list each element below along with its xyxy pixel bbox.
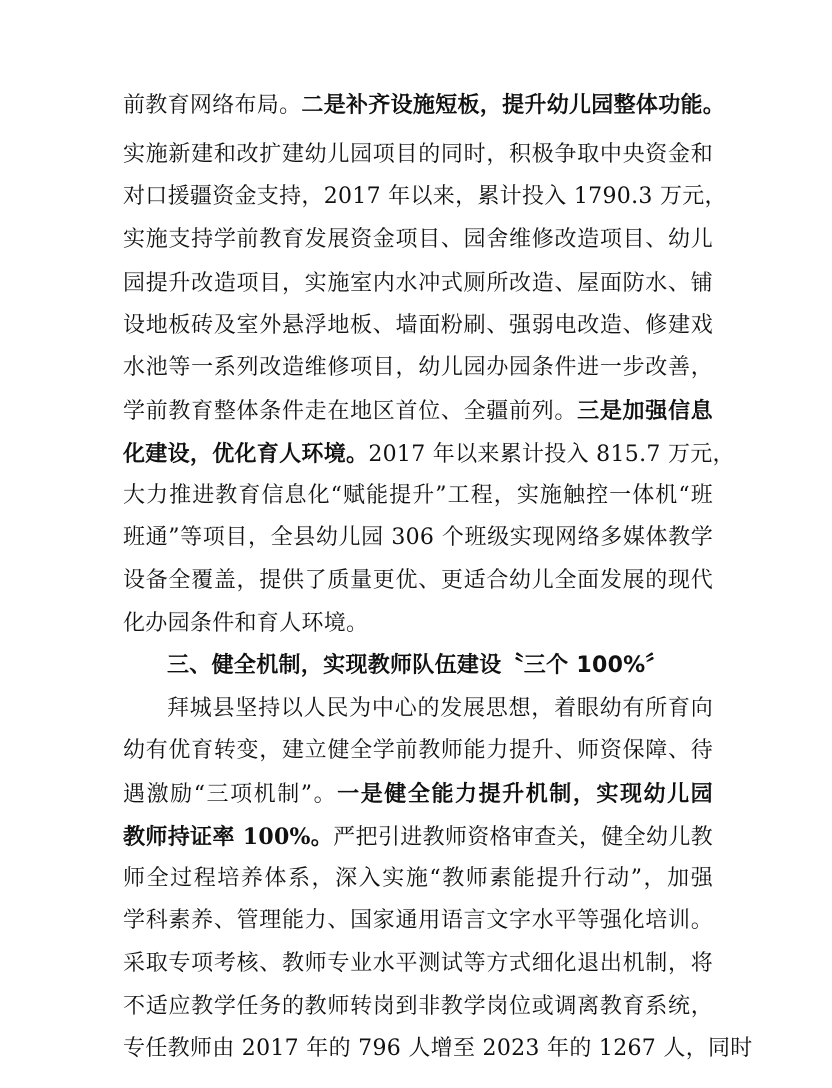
text-run: 园提升改造项目，实施室内水冲式厕所改造、屋面防水、铺 <box>123 271 713 296</box>
heading-text: 三、健全机制，实现教师队伍建设〝三个 100%〞 <box>167 653 668 678</box>
text-run: 2017 年以来累计投入 815.7 万元， <box>368 442 735 467</box>
paragraph-line <box>123 90 726 121</box>
bold-text-run: 二是补齐设施短板，提升幼儿园整体功能。 <box>301 92 726 118</box>
bold-text-run: 教师持证率 100%。 <box>123 824 334 850</box>
section-heading <box>167 651 713 681</box>
paragraph-line <box>123 779 713 810</box>
paragraph-line <box>167 694 713 724</box>
paragraph-line <box>123 906 713 936</box>
text-run: 对口援疆资金支持，2017 年以来，累计投入 1790.3 万元， <box>123 184 727 209</box>
paragraph-line <box>123 992 713 1022</box>
paragraph-line <box>123 269 713 299</box>
text-run: 严把引进教师资格审查关，健全幼儿教 <box>333 825 713 850</box>
text-run: 班通”等项目，全县幼儿园 306 个班级实现网络多媒体教学 <box>123 525 713 550</box>
text-run: 学科素养、管理能力、国家通用语言文字水平等强化培训。 <box>123 908 713 933</box>
text-run: 化办园条件和育人环境。 <box>123 611 369 636</box>
paragraph-line <box>123 609 713 639</box>
text-run: 拜城县坚持以人民为中心的发展思想，着眼幼有所育向 <box>167 696 713 721</box>
text-run: 专任教师由 2017 年的 796 人增至 2023 年的 1267 人，同时 <box>123 1036 753 1061</box>
text-run: 设地板砖及室外悬浮地板、墙面粉刷、强弱电改造、修建戏 <box>123 313 713 338</box>
paragraph-line <box>123 353 713 383</box>
paragraph-line <box>123 396 713 427</box>
paragraph-line <box>123 140 713 170</box>
text-run: 遇激励“三项机制”。 <box>123 782 338 807</box>
paragraph-line <box>123 949 713 979</box>
text-run: 师全过程培养体系，深入实施“教师素能提升行动”，加强 <box>123 866 713 891</box>
bold-text-run: 一是健全能力提升机制，实现幼儿园 <box>337 781 713 807</box>
text-run: 水池等一系列改造维修项目，幼儿园办园条件进一步改善， <box>123 355 713 380</box>
text-run: 前教育网络布局。 <box>123 93 302 118</box>
paragraph-line <box>123 182 727 212</box>
text-run: 学前教育整体条件走在地区首位、全疆前列。 <box>123 399 578 424</box>
text-run: 采取专项考核、教师专业水平测试等方式细化退出机制，将 <box>123 951 713 976</box>
paragraph-line <box>123 523 713 553</box>
text-run: 幼有优育转变，建立健全学前教师能力提升、师资保障、待 <box>123 738 713 763</box>
paragraph-line <box>123 311 713 341</box>
text-run: 设备全覆盖，提供了质量更优、更适合幼儿全面发展的现代 <box>123 568 713 593</box>
paragraph-line <box>123 481 713 511</box>
paragraph-line <box>123 225 713 255</box>
text-run: 实施支持学前教育发展资金项目、园舍维修改造项目、幼儿 <box>123 227 713 252</box>
paragraph-line <box>123 864 713 894</box>
paragraph-line <box>123 439 735 470</box>
paragraph-line <box>123 1034 753 1064</box>
paragraph-line <box>123 822 713 853</box>
paragraph-line <box>123 566 713 596</box>
text-run: 实施新建和改扩建幼儿园项目的同时，积极争取中央资金和 <box>123 142 713 167</box>
bold-text-run: 三是加强信息 <box>577 398 713 424</box>
text-run: 大力推进教育信息化“赋能提升”工程，实施触控一体机“班 <box>123 483 713 508</box>
paragraph-line <box>123 736 713 766</box>
text-run: 不适应教学任务的教师转岗到非教学岗位或调离教育系统， <box>123 994 713 1019</box>
bold-text-run: 化建设，优化育人环境。 <box>123 441 369 467</box>
